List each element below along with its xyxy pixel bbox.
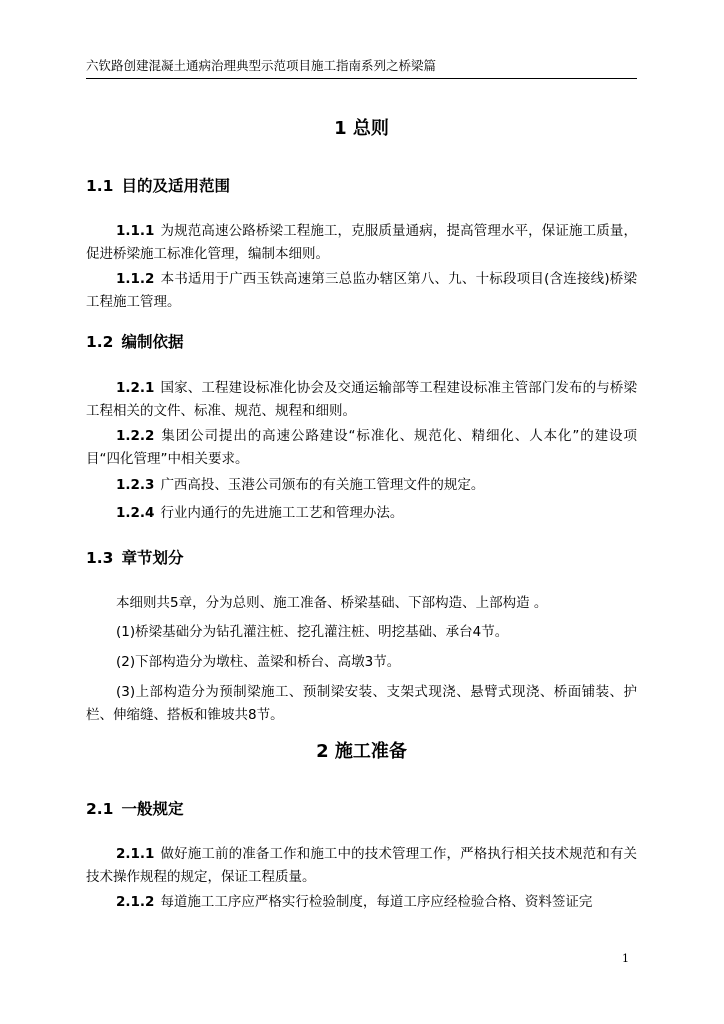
clause-number: 1.1.1 [116,223,155,239]
section-title: 编制依据 [121,333,184,351]
paragraph-text: 做好施工前的准备工作和施工中的技术管理工作，严格执行相关技术规范和有关技术操作规程的规定，保证工程质量。 [86,846,637,885]
clause-number: 1.2.1 [116,380,155,396]
header-rule [86,78,637,79]
section-2-1-heading [86,799,183,819]
paragraph-1-3-item-1: (1)桥梁基础分为钻孔灌注桩、挖孔灌注桩、明挖基础、承台4节。 [116,624,509,640]
clause-number: 2.1.2 [116,894,155,910]
paragraph-2-1-1 [86,843,637,889]
paragraph-text: 集团公司提出的高速公路建设“标准化、规范化、精细化、人本化”的建设项目“四化管理”中相关要求。 [86,428,637,467]
paragraph-2-1-2 [86,891,637,914]
section-title: 章节划分 [121,549,184,567]
section-title: 一般规定 [121,800,184,818]
paragraph-1-2-3 [86,474,637,497]
clause-number: 2.1.1 [116,846,155,862]
paragraph-1-2-4 [86,502,637,525]
paragraph-text: 每道施工工序应严格实行检验制度，每道工序应经检验合格、资料签证完 [160,894,593,910]
section-1-3-heading [86,548,183,568]
paragraph-text: 广西高投、玉港公司颁布的有关施工管理文件的规定。 [160,477,485,493]
chapter-1-title: 1 总则 [334,118,389,139]
running-header: 六钦路创建混凝土通病治理典型示范项目施工指南系列之桥梁篇 [86,58,437,73]
section-number: 1.1 [86,177,114,195]
section-1-1-heading [86,176,230,196]
clause-number: 1.1.2 [116,271,155,287]
page-number: 1 [622,952,629,965]
paragraph-1-3-overview: 本细则共5章，分为总则、施工准备、桥梁基础、下部构造、上部构造 。 [116,595,548,611]
section-number: 1.3 [86,549,114,567]
paragraph-1-3-item-2: (2)下部构造分为墩柱、盖梁和桥台、高墩3节。 [116,654,401,670]
paragraph-1-2-2 [86,425,637,471]
chapter-2-title: 2 施工准备 [316,741,407,762]
clause-number: 1.2.4 [116,505,155,521]
clause-number: 1.2.3 [116,477,155,493]
paragraph-text: 国家、工程建设标准化协会及交通运输部等工程建设标准主管部门发布的与桥梁工程相关的文件、标准、规范、规程和细则。 [86,380,637,419]
paragraph-1-2-1 [86,377,637,423]
clause-number: 1.2.2 [116,428,155,444]
section-number: 1.2 [86,333,114,351]
section-1-2-heading [86,332,183,352]
paragraph-1-3-item-3: (3)上部构造分为预制梁施工、预制梁安装、支架式现浇、悬臂式现浇、桥面铺装、护栏、伸缩缝、搭板和锥坡共8节。 [86,684,637,723]
paragraph-text: 行业内通行的先进施工工艺和管理办法。 [160,505,404,521]
section-title: 目的及适用范围 [121,177,230,195]
section-number: 2.1 [86,800,114,818]
paragraph-1-1-1 [86,220,637,266]
paragraph-text: 本书适用于广西玉铁高速第三总监办辖区第八、九、十标段项目(含连接线)桥梁工程施工管理。 [86,271,637,310]
paragraph-1-1-2 [86,268,637,314]
paragraph-text: 为规范高速公路桥梁工程施工，克服质量通病，提高管理水平，保证施工质量，促进桥梁施工标准化管理，编制本细则。 [86,223,637,262]
